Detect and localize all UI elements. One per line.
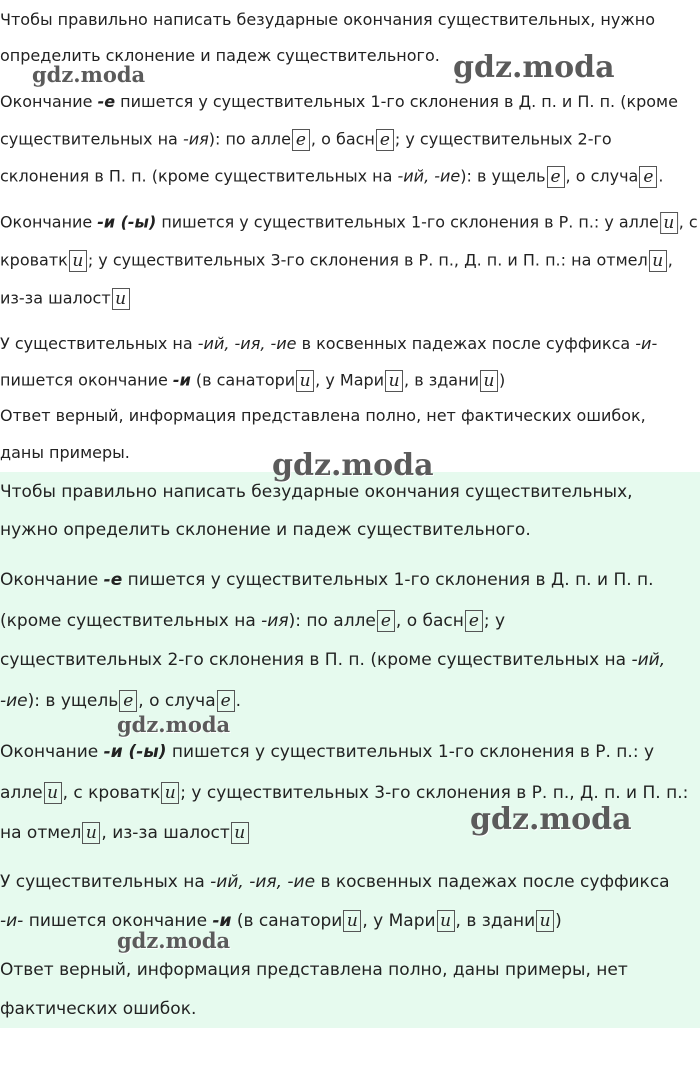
ending-box: е [217, 690, 235, 712]
ending-box: и [161, 782, 179, 804]
watermark: gdz.moda [117, 712, 231, 737]
ending-box: и [343, 910, 361, 932]
ending-box: и [112, 288, 130, 310]
ending-box: и [44, 782, 62, 804]
ending-box: и [231, 822, 249, 844]
answer-block-1: Чтобы правильно написать безударные окончания существительных, нужно определить склонение и падеж существительного. Окончание -е пишется у существительных 1-го склонения в Д. п. и П. п. (кроме существительных на -ия): по алле е , о басн е ; у существительных 2-го склонения в П. п. (кроме существительных на -ий, -ие): в ущель е , о случа е . Окончание -и (-ы) пишется у существительных 1-го склонения в Р. п.: у алле и , с кроватк и ; у существительных 3-го склонения в Р. п., Д. п. и П. п.: на отмел и , из-за шалост и У существительных на -ий, -ия, -ие в косвенных падежах после суффикса -и- пишется окончание -и (в санатори и , у Мари и , в здани и ) Ответ верный, информация представлена полно, нет фактических ошибок, даны примеры. gdz.moda gdz.moda [0, 10, 698, 462]
ending-box: и [82, 822, 100, 844]
watermark: gdz.moda [117, 928, 231, 953]
watermark: gdz.moda [453, 50, 615, 85]
watermark: gdz.moda [32, 62, 146, 87]
ending-box: и [536, 910, 554, 932]
ending-box: и [69, 250, 87, 272]
ending-box: е [547, 166, 565, 188]
ending-box: е [119, 690, 137, 712]
ending-box: и [660, 212, 678, 234]
ending-box: е [639, 166, 657, 188]
ending-box: и [480, 370, 498, 392]
ending-box: е [465, 610, 483, 632]
watermark: gdz.moda [470, 802, 632, 837]
watermark: gdz.moda [272, 448, 434, 483]
ending-box: и [649, 250, 667, 272]
answer-block-2: Чтобы правильно написать безударные окончания существительных, нужно определить склонение и падеж существительного. Окончание -е пишется у существительных 1-го склонения в Д. п. и П. п. (кроме существительных на -ия): по алле е , о басн е ; у существительных 2-го склонения в П. п. (кроме существительных на -ий, -ие): в ущель е , о случа е . Окончание -и (-ы) пишется у существительных 1-го склонения в Р. п.: у алле и , с кроватк и ; у существительных 3-го склонения в Р. п., Д. п. и П. п.: на отмел и , из-за шалост и У существительных на -ий, -ия, -ие в косвенных падежах после суффикса -и- пишется окончание -и (в санатори и , у Мари и , в здани и ) Ответ верный, информация представлена полно, даны примеры, нет фактических ошибок. gdz.moda gdz.moda gdz.moda gdz.moda [0, 472, 700, 1028]
ending-box: и [437, 910, 455, 932]
ending-box: и [296, 370, 314, 392]
ending-box: и [385, 370, 403, 392]
ending-box: е [377, 610, 395, 632]
ending-box: е [376, 129, 394, 151]
ending-box: е [292, 129, 310, 151]
